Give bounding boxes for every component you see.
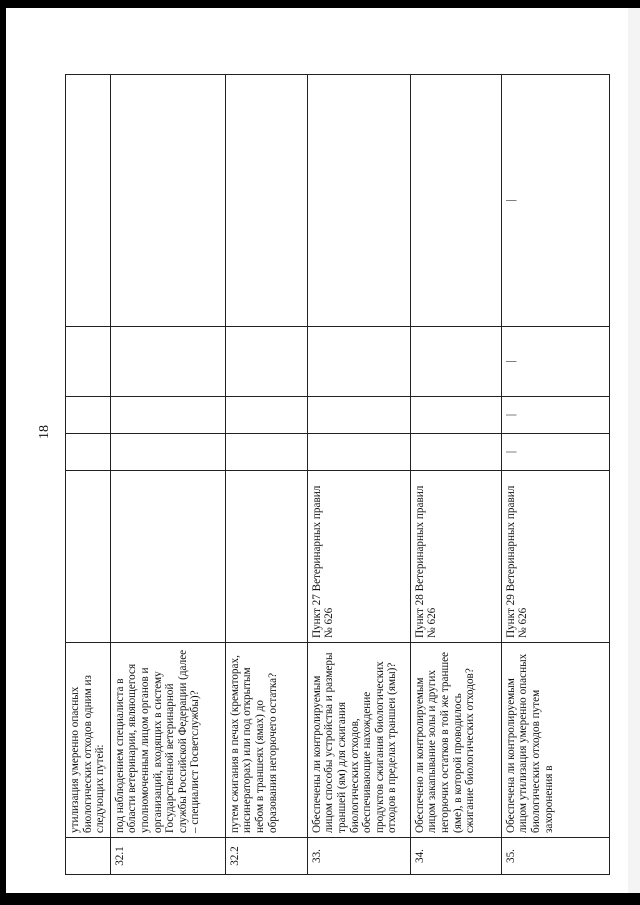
row-reference: Пункт 28 Ветеринарных правил № 626 (410, 471, 501, 643)
row-number (66, 838, 111, 875)
row-question: Обеспечено ли контролируемым лицом закапывание золы и других негорючих остатков в той же траншее (яме), в которой проводилось сжигание биологических отходов? (410, 643, 501, 838)
row-answer-na (307, 327, 410, 397)
row-answer-no (66, 397, 111, 434)
row-answer-yes (110, 434, 225, 471)
row-answer-na: | (501, 327, 609, 397)
table-row (110, 75, 225, 875)
row-reference: Пункт 27 Ветеринарных правил № 626 (307, 471, 410, 643)
row-question: Обеспечены ли контролируемым лицом способы устройства и размеры траншей (ям) для сжигания биологических отходов, обеспечивающие нахождение продуктов сжигания биологических отходов в пределах траншеи (ямы)? (307, 643, 410, 838)
row-answer-yes (225, 434, 307, 471)
table-row (66, 75, 111, 875)
row-question: утилизация умеренно опасных биологических отходов одним из следующих путей: (66, 643, 111, 838)
row-reference (66, 471, 111, 643)
row-note (110, 75, 225, 327)
table-row (501, 75, 609, 875)
row-answer-na (225, 327, 307, 397)
row-question: под наблюдением специалиста в области ветеринарии, являющегося уполномоченным лицом органов и организаций, входящих в систему Государственной ветеринарной службы Российской Федерации (далее – специалист Госветслужбы)? (110, 643, 225, 838)
row-question: Обеспечена ли контролируемым лицом утилизация умеренно опасных биологических отходов путем захоронения в (501, 643, 609, 838)
row-answer-na (110, 327, 225, 397)
row-answer-no (110, 397, 225, 434)
row-number: 34. (410, 838, 501, 875)
row-note: | (501, 75, 609, 327)
scan-margin-right (628, 8, 640, 893)
checklist-table (65, 74, 610, 875)
table-row (225, 75, 307, 875)
row-answer-na (66, 327, 111, 397)
row-answer-yes (66, 434, 111, 471)
row-question: путем сжигания в печах (крематорах, инсинераторах) или под открытым небом в траншеях (ямах) до образования негорючего остатка? (225, 643, 307, 838)
row-number: 32.1 (110, 838, 225, 875)
row-answer-na (410, 327, 501, 397)
table-row (410, 75, 501, 875)
scan-border-left (0, 0, 6, 905)
row-reference: Пункт 29 Ветеринарных правил № 626 (501, 471, 609, 643)
row-note (307, 75, 410, 327)
row-answer-yes (307, 434, 410, 471)
row-answer-no (307, 397, 410, 434)
row-note (66, 75, 111, 327)
row-answer-no: | (501, 397, 609, 434)
row-answer-yes (410, 434, 501, 471)
row-number: 33. (307, 838, 410, 875)
row-number: 35. (501, 838, 609, 875)
row-reference (225, 471, 307, 643)
row-note (410, 75, 501, 327)
row-reference (110, 471, 225, 643)
scan-border-bottom (0, 893, 640, 905)
row-number: 32.2 (225, 838, 307, 875)
row-answer-no (410, 397, 501, 434)
row-answer-yes: | (501, 434, 609, 471)
scan-border-top (0, 0, 640, 8)
table-row (307, 75, 410, 875)
row-answer-no (225, 397, 307, 434)
page-number: 18 (37, 425, 52, 439)
row-note (225, 75, 307, 327)
rotated-page (37, 75, 605, 875)
